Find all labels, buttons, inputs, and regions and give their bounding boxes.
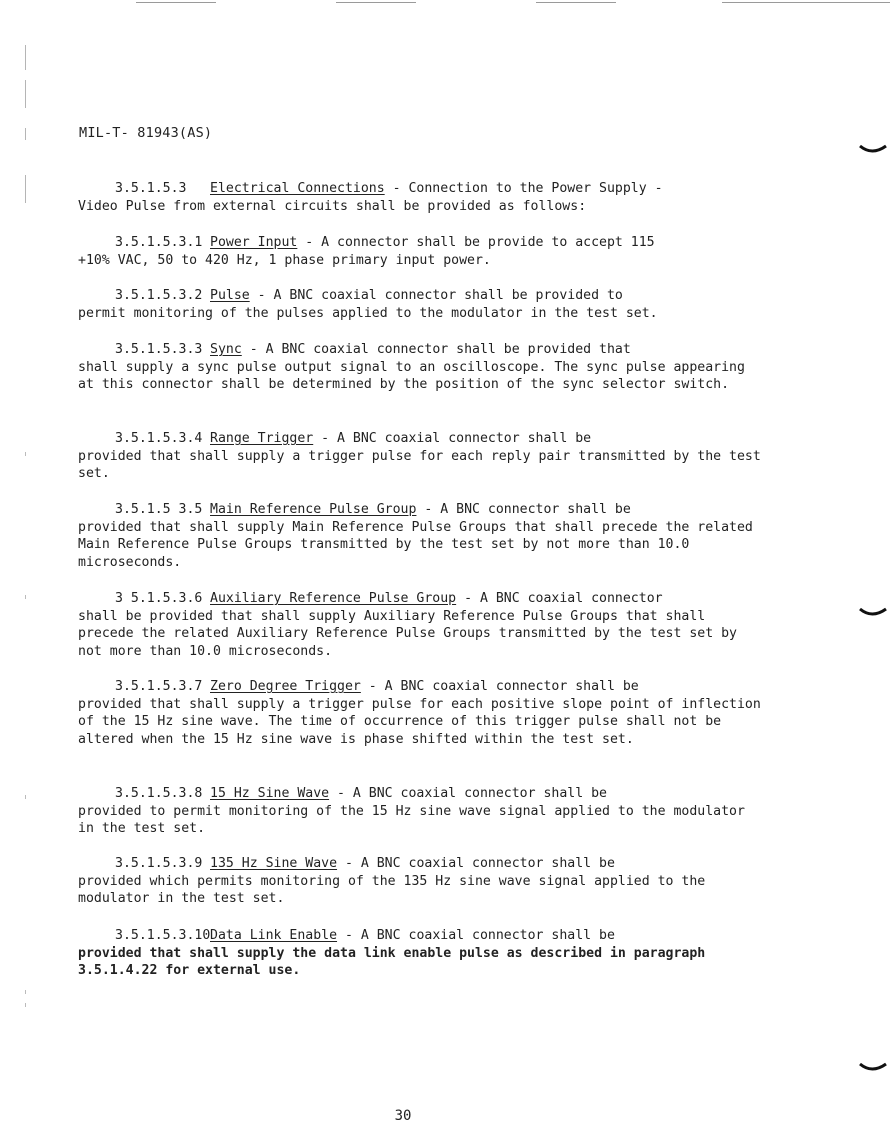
paragraph-text: - A BNC coaxial connector shall be provided to	[249, 288, 623, 303]
top-rule-line	[336, 2, 416, 3]
paragraph	[78, 341, 768, 394]
paragraph-text: - A BNC coaxial connector	[456, 591, 663, 606]
paragraph-text: - A BNC coaxial connector shall be	[337, 856, 615, 871]
paragraph-title: 15 Hz Sine Wave	[210, 786, 330, 801]
paragraph	[78, 180, 768, 215]
paragraph	[78, 678, 768, 748]
top-rule-line	[536, 2, 616, 3]
top-rule-line	[136, 2, 216, 3]
paragraph-number: 3 5.1.5.3.6	[115, 591, 203, 606]
paragraph-text: provided that shall supply Main Reference Pulse Groups that shall precede the related Main Reference Pulse Groups transmitted by the test set by not more than 10.0 microseconds.	[78, 519, 753, 570]
paragraph-text: Video Pulse from external circuits shall be provided as follows:	[78, 198, 587, 214]
top-rule-line	[722, 2, 890, 3]
paragraph-text: - A BNC coaxial connector shall be	[337, 928, 615, 943]
paragraph-number: 3.5.1.5.3.10	[115, 928, 211, 943]
paragraph-number: 3.5.1.5.3.4	[115, 431, 203, 446]
margin-mark	[25, 175, 26, 203]
paragraph-title: Electrical Connections	[210, 181, 385, 196]
paragraph-text: provided to permit monitoring of the 15 Hz sine wave signal applied to the modulator in the test set.	[78, 803, 745, 837]
binding-curl-mark	[858, 603, 888, 621]
paragraph-text: provided which permits monitoring of the 135 Hz sine wave signal applied to the modulator in the test set.	[78, 873, 706, 907]
paragraph-number: 3.5.1.5.3.2	[115, 288, 203, 303]
paragraph-number: 3.5.1.5.3.1	[115, 235, 203, 250]
margin-speck	[25, 595, 26, 599]
paragraph-text: - A BNC coaxial connector shall be	[329, 786, 607, 801]
paragraph-title: Power Input	[210, 235, 298, 250]
paragraph	[78, 287, 768, 322]
paragraph-title: Zero Degree Trigger	[210, 679, 361, 694]
paragraph-text: provided that shall supply a trigger pulse for each reply pair transmitted by the test set.	[78, 448, 761, 482]
binding-curl-mark	[858, 140, 888, 158]
paragraph-number: 3.5.1.5.3.3	[115, 342, 203, 357]
paragraph-number: 3.5.1.5.3	[115, 181, 187, 196]
document-id: MIL-T- 81943(AS)	[79, 125, 213, 141]
paragraph-title: Sync	[210, 342, 242, 357]
margin-speck	[25, 1003, 26, 1007]
paragraph-text: - A BNC coaxial connector shall be provided that	[241, 342, 631, 357]
paragraph-title: Range Trigger	[210, 431, 314, 446]
margin-speck	[25, 795, 26, 799]
paragraph	[78, 590, 768, 660]
paragraph-text: provided that shall supply a trigger pulse for each positive slope point of inflection of the 15 Hz sine wave. The time of occurrence of this trigger pulse shall not be altered when the 15 Hz sine wave is phase shifted within the test set.	[78, 696, 761, 747]
paragraph-text: - Connection to the Power Supply -	[384, 181, 663, 196]
paragraph-text: shall be provided that shall supply Auxiliary Reference Pulse Groups that shall precede the related Auxiliary Reference Pulse Groups transmitted by the test set by not more than 10.0 microseconds.	[78, 608, 737, 659]
paragraph-text: permit monitoring of the pulses applied to the modulator in the test set.	[78, 305, 658, 321]
paragraph	[78, 501, 768, 571]
paragraph-text: - A BNC coaxial connector shall be	[313, 431, 592, 446]
paragraph-title: Main Reference Pulse Group	[210, 502, 417, 517]
margin-mark	[25, 45, 26, 70]
margin-speck	[25, 452, 26, 456]
paragraph-title: 135 Hz Sine Wave	[210, 856, 338, 871]
margin-speck	[25, 990, 26, 994]
paragraph-number: 3.5.1.5 3.5	[115, 502, 203, 517]
paragraph	[78, 785, 768, 838]
paragraph-text: - A connector shall be provide to accept 115	[297, 235, 655, 250]
paragraph-title: Data Link Enable	[210, 928, 338, 943]
paragraph-number: 3.5.1.5.3.7	[115, 679, 203, 694]
paragraph-number: 3.5.1.5.3.9	[115, 856, 203, 871]
margin-mark	[25, 128, 26, 140]
paragraph-title: Auxiliary Reference Pulse Group	[210, 591, 457, 606]
paragraph-text: provided that shall supply the data link enable pulse as described in paragraph 3.5.1.4.22 for external use.	[78, 945, 706, 979]
paragraph-text: shall supply a sync pulse output signal to an oscilloscope. The sync pulse appearing at this connector shall be determined by the position of the sync selector switch.	[78, 359, 745, 393]
paragraph-text: - A BNC coaxial connector shall be	[360, 679, 639, 694]
paragraph	[78, 234, 768, 269]
binding-curl-mark	[858, 1058, 888, 1076]
page-number: 30	[394, 1108, 412, 1124]
paragraph-text: +10% VAC, 50 to 420 Hz, 1 phase primary input power.	[78, 252, 491, 268]
paragraph	[78, 430, 768, 483]
paragraph	[78, 855, 768, 908]
margin-mark	[25, 80, 26, 108]
paragraph-number: 3.5.1.5.3.8	[115, 786, 203, 801]
paragraph	[78, 927, 768, 980]
paragraph-text: - A BNC connector shall be	[416, 502, 631, 517]
paragraph-title: Pulse	[210, 288, 250, 303]
